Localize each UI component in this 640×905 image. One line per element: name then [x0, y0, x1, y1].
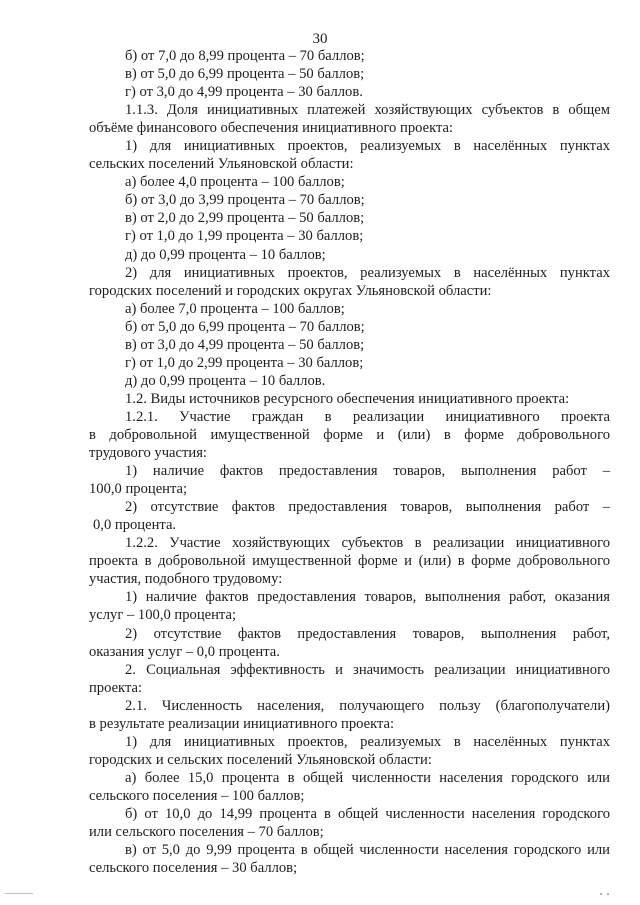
scan-dot: [600, 893, 602, 895]
document-body: [89, 47, 610, 877]
text-line: 2) для инициативных проектов, реализуемых в населённых пунктах: [125, 264, 610, 281]
text-line: д) до 0,99 процента – 10 баллов;: [125, 246, 326, 263]
text-line: 2. Социальная эффективность и значимость реализации инициативного: [125, 661, 610, 678]
text-line: 1) для инициативных проектов, реализуемых в населённых пунктах: [125, 138, 610, 155]
text-line: трудового участия:: [89, 445, 207, 462]
text-line: сельских поселений Ульяновской области:: [89, 156, 354, 173]
text-line: в) от 2,0 до 2,99 процента – 50 баллов;: [125, 210, 365, 227]
text-line: д) до 0,99 процента – 10 баллов.: [125, 372, 326, 389]
text-line: 1.1.3. Доля инициативных платежей хозяйствующих субъектов в общем: [125, 102, 610, 119]
text-line: услуг – 100,0 процента;: [89, 607, 237, 624]
text-line: 2) отсутствие фактов предоставления товаров, выполнения работ –: [125, 499, 610, 516]
page-number: 30: [312, 31, 328, 47]
text-line: а) более 7,0 процента – 100 баллов;: [125, 300, 345, 317]
text-line: или сельского поселения – 70 баллов;: [89, 824, 324, 841]
text-line: 2) отсутствие фактов предоставления товаров, выполнения работ,: [125, 625, 610, 642]
text-line: оказания услуг – 0,0 процента.: [89, 643, 280, 660]
text-line: городских поселений и городских округах Ульяновской области:: [89, 282, 492, 299]
text-line: в) от 5,0 до 6,99 процента – 50 баллов;: [125, 66, 365, 83]
text-line: 2.1. Численность населения, получающего пользу (благополучатели): [125, 697, 610, 714]
text-line: 1) для инициативных проектов, реализуемых в населённых пунктах: [125, 733, 610, 750]
text-line: 1) наличие фактов предоставления товаров, выполнения работ –: [125, 463, 610, 480]
text-line: б) от 5,0 до 6,99 процента – 70 баллов;: [125, 318, 365, 335]
text-line: проекта:: [89, 679, 143, 696]
text-line: г) от 1,0 до 2,99 процента – 30 баллов;: [125, 354, 364, 371]
text-line: б) от 7,0 до 8,99 процента – 70 баллов;: [125, 48, 365, 64]
text-line: 1.2. Виды источников ресурсного обеспечения инициативного проекта:: [125, 390, 570, 407]
text-line: в результате реализации инициативного проекта:: [89, 715, 395, 732]
text-line: проекта в добровольной имущественной форме и (или) в форме добровольного: [89, 553, 610, 570]
text-line: городских и сельских поселений Ульяновской области:: [89, 751, 432, 768]
text-line: б) от 10,0 до 14,99 процента в общей численности населения городского: [125, 805, 610, 822]
scan-edge-mark: [5, 893, 33, 894]
text-line: в) от 5,0 до 9,99 процента в общей численности населения городского или: [125, 842, 610, 859]
text-line: г) от 3,0 до 4,99 процента – 30 баллов.: [125, 84, 363, 101]
text-line: сельского поселения – 30 баллов;: [89, 860, 298, 877]
text-line: г) от 1,0 до 1,99 процента – 30 баллов;: [125, 228, 364, 245]
text-line: в) от 3,0 до 4,99 процента – 50 баллов;: [125, 336, 365, 353]
text-line: в добровольной имущественной форме и (или) в форме добровольного: [89, 426, 610, 443]
text-line: участия, подобного трудовому:: [89, 571, 283, 588]
text-line: объёме финансового обеспечения инициативного проекта:: [89, 120, 454, 137]
text-line: 1) наличие фактов предоставления товаров, выполнения работ, оказания: [125, 589, 610, 606]
text-line: 1.2.2. Участие хозяйствующих субъектов в реализации инициативного: [125, 535, 610, 552]
text-line: сельского поселения – 100 баллов;: [89, 787, 305, 804]
scan-dot: [607, 893, 609, 895]
text-line: 1.2.1. Участие граждан в реализации инициативного проекта: [125, 408, 610, 425]
text-line: 100,0 процента;: [89, 481, 188, 498]
text-line: 0,0 процента.: [93, 517, 177, 534]
text-line: б) от 3,0 до 3,99 процента – 70 баллов;: [125, 192, 365, 209]
text-line: а) более 4,0 процента – 100 баллов;: [125, 174, 345, 191]
text-line: а) более 15,0 процента в общей численности населения городского или: [125, 769, 610, 786]
